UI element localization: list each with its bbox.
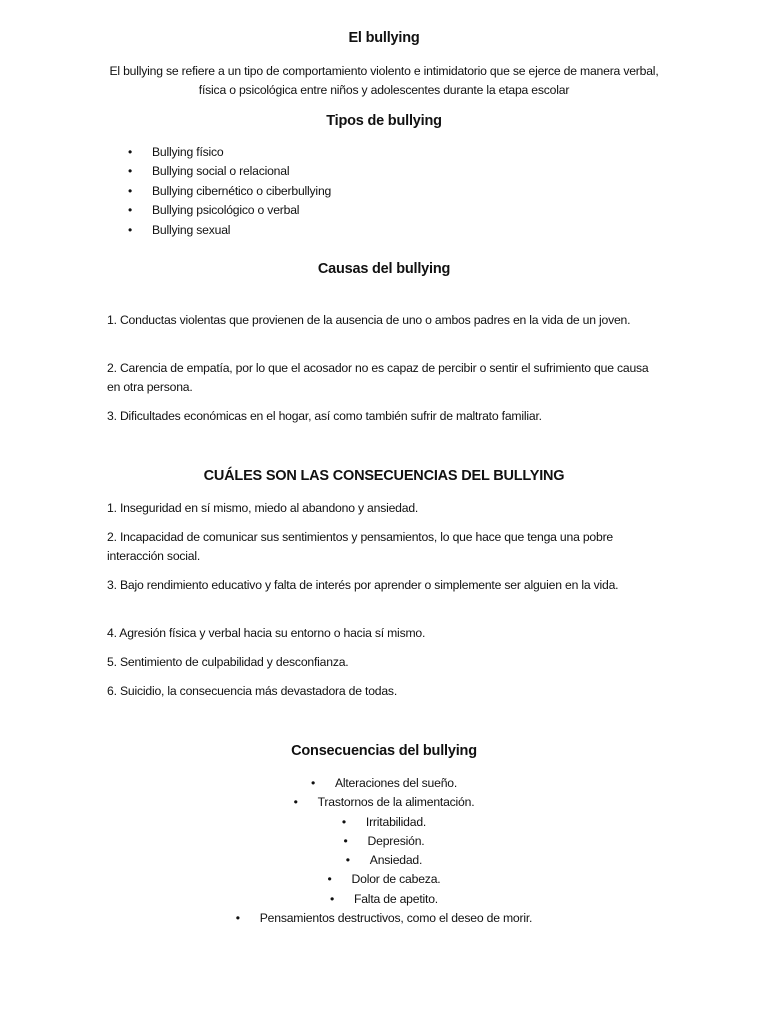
consequences2-list	[0, 774, 768, 928]
list-item: • Dolor de cabeza.	[0, 870, 768, 889]
consequences-heading: CUÁLES SON LAS CONSECUENCIAS DEL BULLYING	[203, 468, 565, 484]
list-item: • Falta de apetito.	[0, 890, 768, 909]
bullet-icon: •	[128, 145, 133, 159]
list-item: • Ansiedad.	[0, 851, 768, 870]
list-item: • Pensamientos destructivos, como el deseo de morir.	[0, 909, 768, 928]
list-item: • Bullying cibernético o ciberbullying	[128, 182, 331, 201]
bullet-icon: •	[345, 853, 350, 868]
list-item: • Trastornos de la alimentación.	[0, 793, 768, 812]
causes-heading: Causas del bullying	[317, 261, 451, 277]
list-item: • Bullying sexual	[128, 221, 331, 240]
list-item: • Bullying físico	[128, 143, 331, 162]
intro-paragraph: El bullying se refiere a un tipo de comportamiento violento e intimidatorio que se ejerce de manera verbal, física o psicológica entre niños y adolescentes durante la etapa escolar	[109, 64, 659, 97]
bullet-icon: •	[341, 814, 346, 829]
bullet-icon: •	[310, 776, 316, 790]
types-heading: Tipos de bullying	[326, 113, 442, 129]
list-item: • Bullying social o relacional	[128, 162, 331, 181]
list-item: • Irritabilidad.	[0, 813, 768, 832]
consequence-item: 2. Incapacidad de comunicar sus sentimientos y pensamientos, lo que hace que tenga una pobre interacción social.	[107, 530, 614, 563]
bullet-icon: •	[327, 872, 332, 887]
consequence-item: 1. Inseguridad en sí mismo, miedo al abandono y ansiedad.	[107, 501, 419, 515]
bullet-icon: •	[128, 183, 133, 198]
bullet-icon: •	[329, 891, 335, 906]
cause-item: 1. Conductas violentas que provienen de la ausencia de uno o ambos padres en la vida de un joven.	[107, 313, 631, 327]
types-list	[128, 143, 331, 240]
cause-item: 3. Dificultades económicas en el hogar, así como también sufrir de maltrato familiar.	[107, 409, 542, 423]
bullet-icon: •	[128, 222, 133, 237]
list-item: • Alteraciones del sueño.	[0, 774, 768, 793]
bullet-icon: •	[128, 164, 133, 179]
consequence-item: 5. Sentimiento de culpabilidad y desconfianza.	[107, 655, 349, 669]
page-title: El bullying	[348, 30, 420, 46]
consequence-item: 4. Agresión física y verbal hacia su entorno o hacia sí mismo.	[107, 626, 426, 640]
bullet-icon: •	[293, 795, 298, 810]
consequence-item: 3. Bajo rendimiento educativo y falta de interés por aprender o simplemente ser alguien en la vida.	[107, 578, 619, 592]
list-item: • Bullying psicológico o verbal	[128, 201, 331, 220]
list-item: • Depresión.	[0, 832, 768, 851]
bullet-icon: •	[235, 911, 240, 926]
bullet-icon: •	[343, 833, 348, 848]
cause-item: 2. Carencia de empatía, por lo que el acosador no es capaz de percibir o sentir el sufrimiento que causa en otra persona.	[107, 361, 649, 394]
consequences2-heading: Consecuencias del bullying	[291, 743, 477, 759]
consequence-item: 6. Suicidio, la consecuencia más devastadora de todas.	[107, 684, 398, 698]
bullet-icon: •	[128, 203, 133, 218]
